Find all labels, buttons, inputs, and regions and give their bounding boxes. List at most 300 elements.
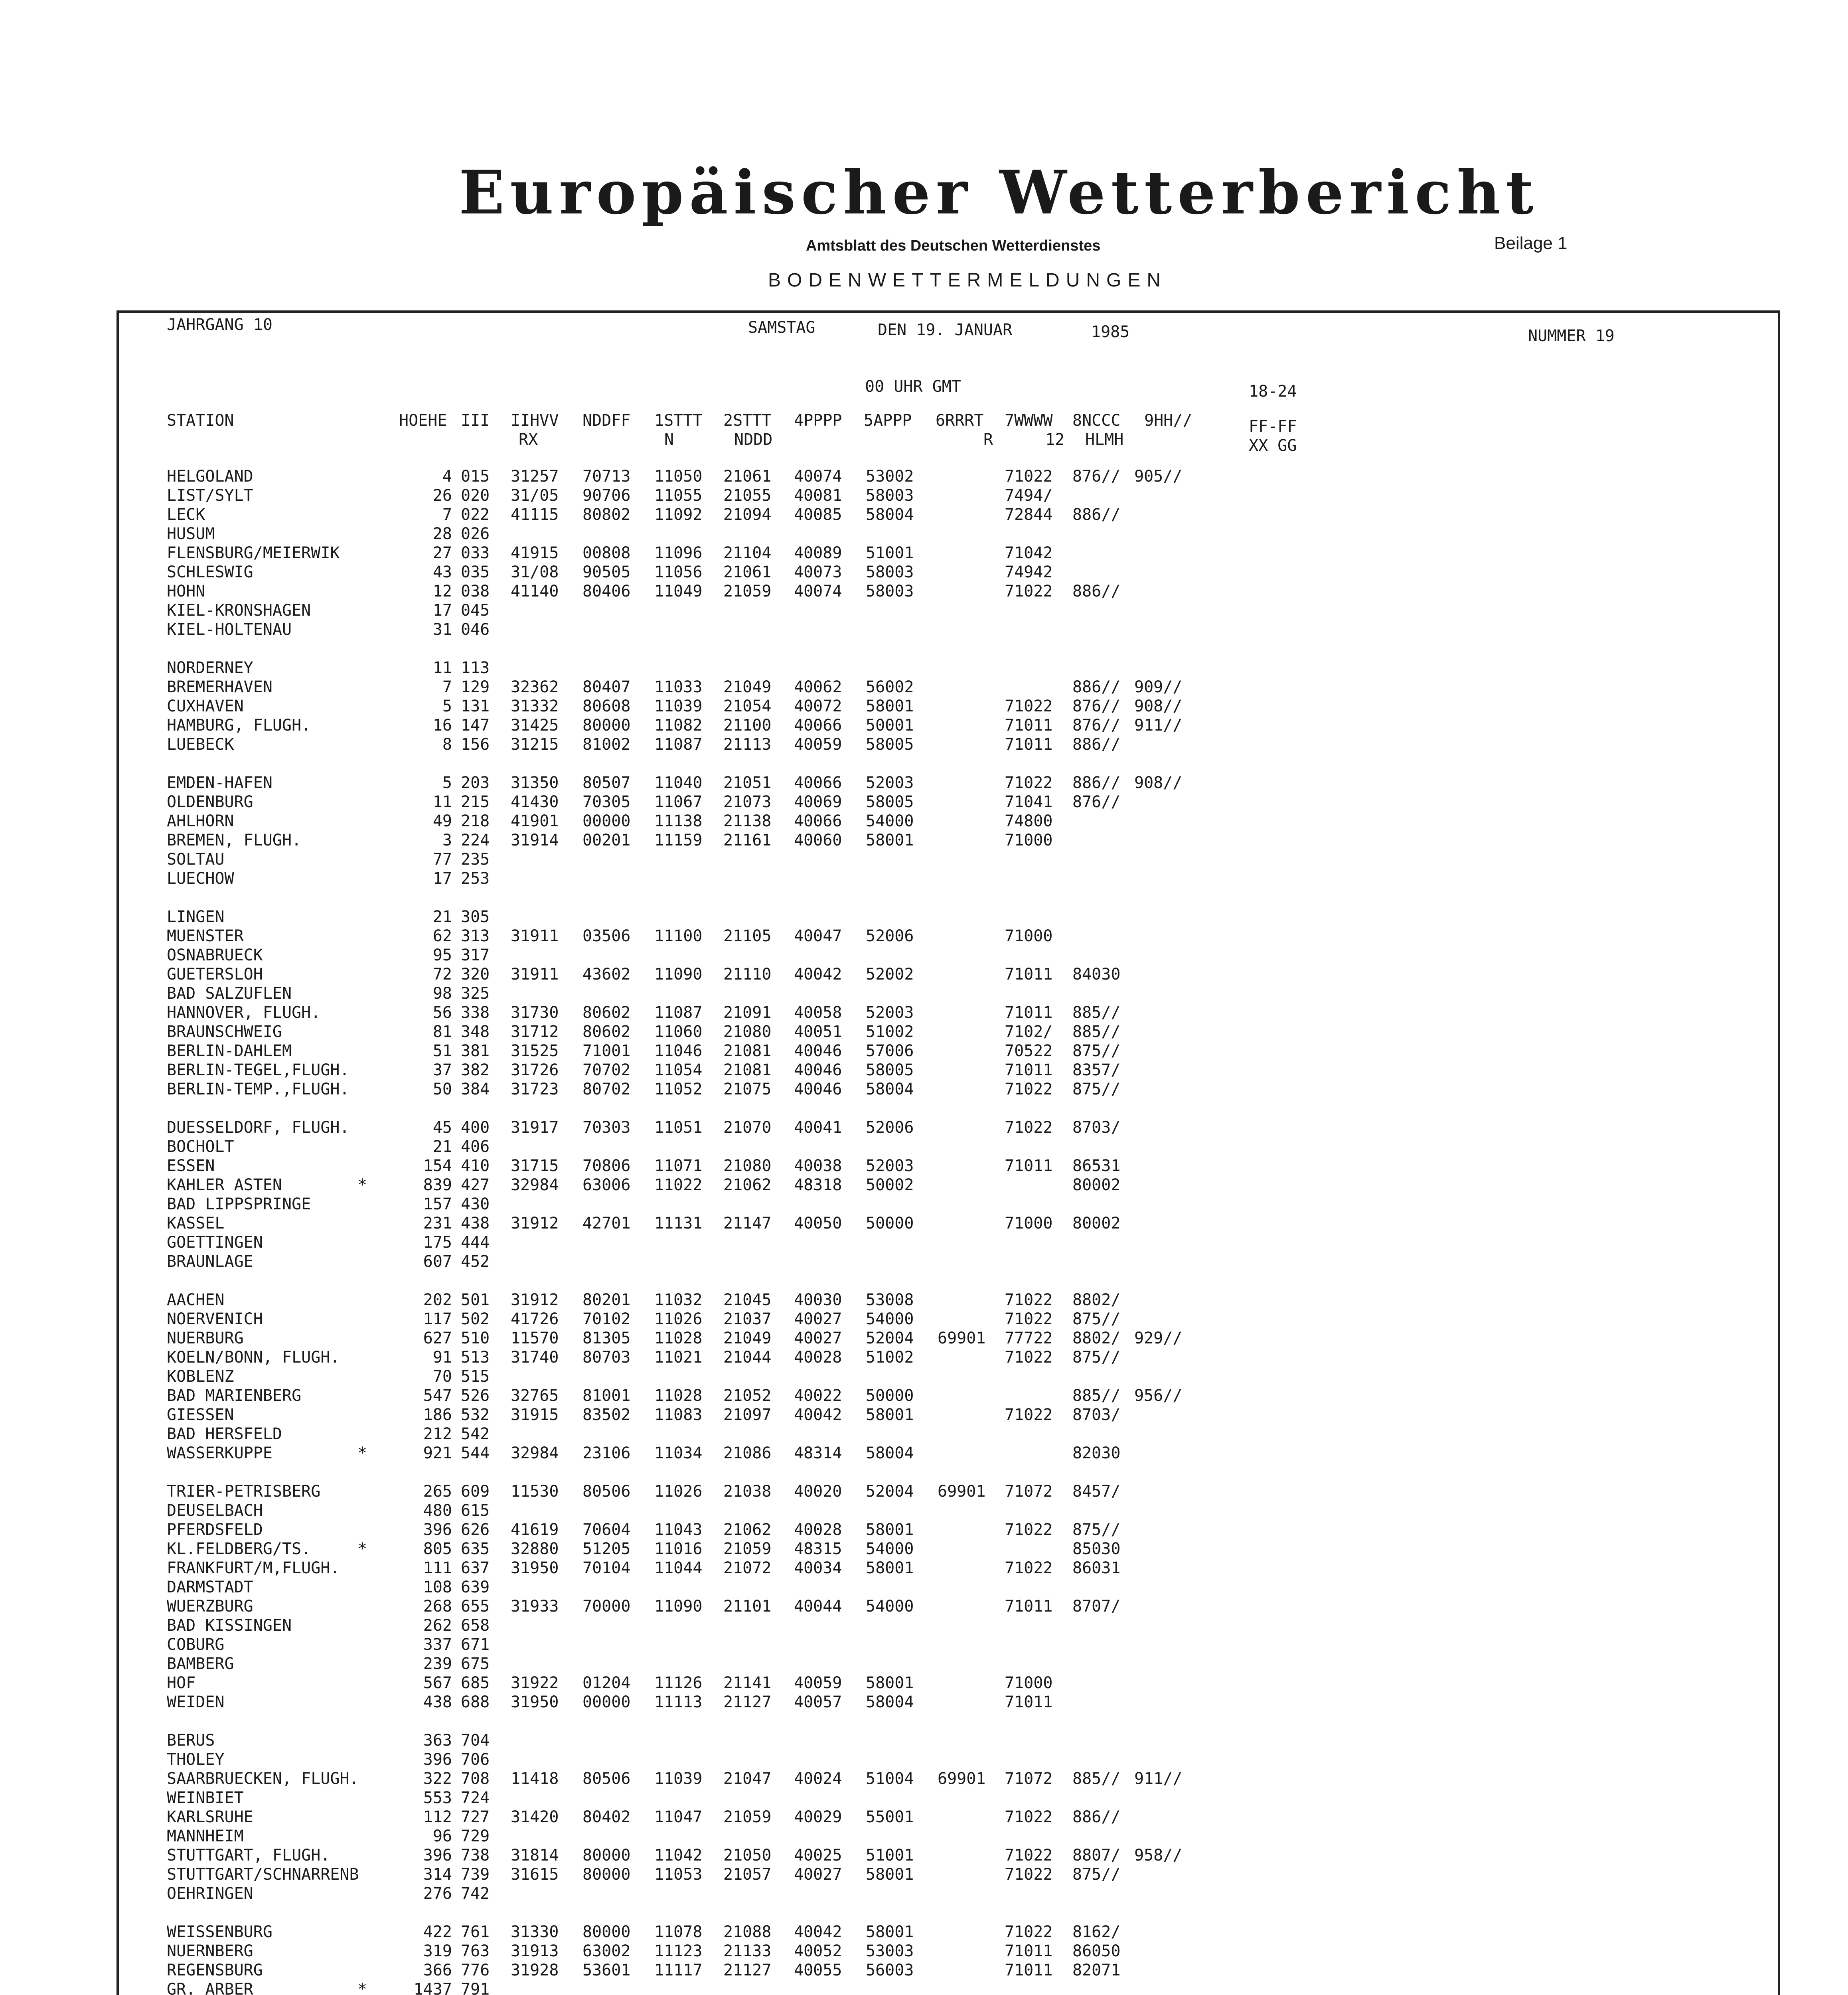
station-id: 020: [461, 486, 490, 505]
station-name: DARMSTADT: [167, 1578, 253, 1596]
station-name: WASSERKUPPE: [167, 1444, 272, 1462]
group-4: 21101: [723, 1597, 772, 1616]
group-2: 70806: [582, 1157, 631, 1175]
group-9: 875//: [1072, 1348, 1121, 1367]
group-6: 50000: [866, 1214, 914, 1233]
group-8: 71022: [1005, 697, 1053, 715]
station-name: BREMERHAVEN: [167, 678, 272, 696]
group-5: 40025: [794, 1846, 842, 1865]
station-height: 4: [442, 467, 452, 486]
group-4: 21061: [723, 467, 772, 486]
group-4: 21105: [723, 927, 772, 945]
group-5: 40062: [794, 678, 842, 696]
station-height: 314: [423, 1865, 452, 1884]
station-height: 8: [442, 735, 452, 754]
group-6: 58001: [866, 697, 914, 715]
station-id: 305: [461, 908, 490, 926]
period-label: 18-24: [1249, 382, 1297, 401]
station-height: 1437: [413, 1980, 452, 1995]
group-3: 11044: [654, 1559, 703, 1577]
group-2: 43602: [582, 965, 631, 984]
station-name: AHLHORN: [167, 812, 234, 830]
group-2: 70305: [582, 793, 631, 811]
group-9: 886//: [1072, 1808, 1121, 1826]
station-id: 639: [461, 1578, 490, 1596]
group-8: 71022: [1005, 1865, 1053, 1884]
group-1: 31911: [511, 927, 559, 945]
group-1: 31915: [511, 1406, 559, 1424]
group-1: 41901: [511, 812, 559, 830]
group-1: 31740: [511, 1348, 559, 1367]
station-id: 045: [461, 601, 490, 620]
station-name: BERLIN-TEGEL,FLUGH.: [167, 1061, 349, 1079]
group-1: 31/05: [511, 486, 559, 505]
group-9: 82071: [1072, 1961, 1121, 1979]
group-5: 40038: [794, 1157, 842, 1175]
group-3: 11055: [654, 486, 703, 505]
header-hoehe: HOEHE: [399, 411, 447, 430]
group-1: 32984: [511, 1176, 559, 1194]
station-id: 615: [461, 1501, 490, 1520]
group-2: 70102: [582, 1310, 631, 1328]
group-1: 31215: [511, 735, 559, 754]
group-3: 11100: [654, 927, 703, 945]
station-id: 761: [461, 1923, 490, 1941]
issue-number: NUMMER 19: [1528, 327, 1615, 345]
group-8: 7494/: [1005, 486, 1053, 505]
group-9: 85030: [1072, 1540, 1121, 1558]
station-height: 154: [423, 1157, 452, 1175]
group-8: 71022: [1005, 1118, 1053, 1137]
group-6: 52002: [866, 965, 914, 984]
group-2: 70000: [582, 1597, 631, 1616]
station-height: 17: [432, 601, 452, 620]
station-height: 396: [423, 1750, 452, 1769]
station-id: 513: [461, 1348, 490, 1367]
station-height: 547: [423, 1387, 452, 1405]
station-name: MANNHEIM: [167, 1827, 244, 1845]
group-1: 31420: [511, 1808, 559, 1826]
group-2: 01204: [582, 1674, 631, 1692]
station-id: 776: [461, 1961, 490, 1979]
group-1: 31914: [511, 831, 559, 849]
station-name: BAD LIPPSPRINGE: [167, 1195, 311, 1213]
group-3: 11056: [654, 563, 703, 581]
group-8: 71022: [1005, 1080, 1053, 1098]
group-10: 908//: [1134, 697, 1183, 715]
station-id: 147: [461, 716, 490, 735]
station-height: 96: [432, 1827, 452, 1845]
station-name: KARLSRUHE: [167, 1808, 253, 1826]
station-name: HUSUM: [167, 525, 215, 543]
station-height: 112: [423, 1808, 452, 1826]
group-3: 11126: [654, 1674, 703, 1692]
group-3: 11046: [654, 1042, 703, 1060]
station-id: 727: [461, 1808, 490, 1826]
group-2: 70702: [582, 1061, 631, 1079]
station-height: 108: [423, 1578, 452, 1596]
header-g7: 6RRRT: [936, 411, 984, 430]
group-10: 909//: [1134, 678, 1183, 696]
group-2: 81001: [582, 1387, 631, 1405]
group-6: 58004: [866, 1693, 914, 1711]
group-5: 40066: [794, 812, 842, 830]
station-height: 27: [432, 544, 452, 562]
group-8: 71041: [1005, 793, 1053, 811]
group-9: 876//: [1072, 716, 1121, 735]
group-6: 58001: [866, 1865, 914, 1884]
station-id: 253: [461, 869, 490, 888]
group-8: 71011: [1005, 965, 1053, 984]
group-5: 40074: [794, 582, 842, 600]
group-2: 80602: [582, 1003, 631, 1022]
station-name: HAMBURG, FLUGH.: [167, 716, 311, 735]
group-3: 11021: [654, 1348, 703, 1367]
group-9: 885//: [1072, 1770, 1121, 1788]
station-height: 157: [423, 1195, 452, 1213]
group-4: 21127: [723, 1693, 772, 1711]
group-6: 51004: [866, 1770, 914, 1788]
group-9: 8707/: [1072, 1597, 1121, 1616]
group-3: 11033: [654, 678, 703, 696]
station-id: 544: [461, 1444, 490, 1462]
header-g8-sub: 12: [1045, 431, 1065, 449]
station-height: 28: [432, 525, 452, 543]
group-4: 21059: [723, 1808, 772, 1826]
group-7: 69901: [938, 1770, 986, 1788]
station-id: 724: [461, 1789, 490, 1807]
group-4: 21045: [723, 1291, 772, 1309]
group-3: 11078: [654, 1923, 703, 1941]
group-6: 51002: [866, 1348, 914, 1367]
group-9: 876//: [1072, 697, 1121, 715]
station-id: 215: [461, 793, 490, 811]
group-3: 11138: [654, 812, 703, 830]
group-8: 71011: [1005, 1961, 1053, 1979]
station-name: HOF: [167, 1674, 196, 1692]
station-id: 015: [461, 467, 490, 486]
station-name: OLDENBURG: [167, 793, 253, 811]
mountain-station-marker: *: [357, 1540, 367, 1558]
group-9: 886//: [1072, 582, 1121, 600]
station-height: 31: [432, 620, 452, 639]
station-name: LUEBECK: [167, 735, 234, 754]
group-8: 71011: [1005, 1157, 1053, 1175]
group-1: 31726: [511, 1061, 559, 1079]
group-9: 885//: [1072, 1023, 1121, 1041]
group-1: 32984: [511, 1444, 559, 1462]
group-9: 8802/: [1072, 1329, 1121, 1347]
station-id: 708: [461, 1770, 490, 1788]
group-9: 876//: [1072, 467, 1121, 486]
group-9: 885//: [1072, 1387, 1121, 1405]
station-height: 111: [423, 1559, 452, 1577]
group-3: 11034: [654, 1444, 703, 1462]
group-6: 58004: [866, 1080, 914, 1098]
station-id: 542: [461, 1425, 490, 1443]
group-9: 886//: [1072, 735, 1121, 754]
group-2: 00000: [582, 1693, 631, 1711]
group-1: 31425: [511, 716, 559, 735]
group-6: 58001: [866, 831, 914, 849]
station-height: 50: [432, 1080, 452, 1098]
header-g11: FF-FF: [1249, 417, 1297, 436]
group-5: 40072: [794, 697, 842, 715]
station-name: KOBLENZ: [167, 1367, 234, 1386]
group-1: 31712: [511, 1023, 559, 1041]
group-5: 40022: [794, 1387, 842, 1405]
station-id: 131: [461, 697, 490, 715]
group-9: 8703/: [1072, 1118, 1121, 1137]
station-id: 430: [461, 1195, 490, 1213]
group-9: 84030: [1072, 965, 1121, 984]
group-3: 11131: [654, 1214, 703, 1233]
group-1: 31814: [511, 1846, 559, 1865]
group-1: 31933: [511, 1597, 559, 1616]
group-6: 52003: [866, 774, 914, 792]
station-id: 742: [461, 1884, 490, 1903]
group-4: 21038: [723, 1482, 772, 1501]
station-name: DUESSELDORF, FLUGH.: [167, 1118, 349, 1137]
group-2: 80000: [582, 1846, 631, 1865]
station-id: 384: [461, 1080, 490, 1098]
station-id: 235: [461, 850, 490, 869]
group-6: 54000: [866, 1597, 914, 1616]
station-name: FRANKFURT/M,FLUGH.: [167, 1559, 340, 1577]
group-1: 11418: [511, 1770, 559, 1788]
station-height: 319: [423, 1942, 452, 1960]
station-id: 739: [461, 1865, 490, 1884]
group-9: 886//: [1072, 678, 1121, 696]
group-2: 63006: [582, 1176, 631, 1194]
group-9: 86050: [1072, 1942, 1121, 1960]
station-height: 268: [423, 1597, 452, 1616]
group-3: 11028: [654, 1387, 703, 1405]
group-5: 40059: [794, 735, 842, 754]
group-4: 21070: [723, 1118, 772, 1137]
header-g3: 1STTT: [654, 411, 703, 430]
group-1: 41115: [511, 506, 559, 524]
group-1: 31950: [511, 1693, 559, 1711]
header-g3-sub: N: [664, 431, 674, 449]
station-id: 791: [461, 1980, 490, 1995]
group-2: 80802: [582, 506, 631, 524]
group-5: 40024: [794, 1770, 842, 1788]
group-5: 40044: [794, 1597, 842, 1616]
group-4: 21091: [723, 1003, 772, 1022]
group-8: 71022: [1005, 1808, 1053, 1826]
header-g4-sub: NDDD: [734, 431, 773, 449]
group-9: 8162/: [1072, 1923, 1121, 1941]
group-2: 42701: [582, 1214, 631, 1233]
group-2: 80608: [582, 697, 631, 715]
group-4: 21057: [723, 1865, 772, 1884]
station-name: WEISSENBURG: [167, 1923, 272, 1941]
station-name: LECK: [167, 506, 205, 524]
time-label: 00 UHR GMT: [865, 377, 961, 396]
station-name: BAD SALZUFLEN: [167, 984, 292, 1003]
station-name: STUTTGART/SCHNARRENB: [167, 1865, 359, 1884]
group-5: 40028: [794, 1348, 842, 1367]
group-10: 905//: [1134, 467, 1183, 486]
group-9: 875//: [1072, 1042, 1121, 1060]
station-name: NORDERNEY: [167, 659, 253, 677]
group-6: 56002: [866, 678, 914, 696]
station-name: OEHRINGEN: [167, 1884, 253, 1903]
group-2: 80406: [582, 582, 631, 600]
station-height: 607: [423, 1252, 452, 1271]
station-height: 37: [432, 1061, 452, 1079]
group-5: 40051: [794, 1023, 842, 1041]
group-5: 40073: [794, 563, 842, 581]
group-4: 21086: [723, 1444, 772, 1462]
station-name: OSNABRUECK: [167, 946, 263, 964]
group-6: 58001: [866, 1923, 914, 1941]
jahrgang-label: JAHRGANG 10: [167, 316, 272, 334]
group-2: 70303: [582, 1118, 631, 1137]
station-id: 026: [461, 525, 490, 543]
group-1: 31950: [511, 1559, 559, 1577]
group-5: 40028: [794, 1521, 842, 1539]
group-3: 11060: [654, 1023, 703, 1041]
group-1: 31/08: [511, 563, 559, 581]
group-1: 31350: [511, 774, 559, 792]
station-name: BRAUNLAGE: [167, 1252, 253, 1271]
header-station: STATION: [167, 411, 234, 430]
group-6: 58001: [866, 1674, 914, 1692]
group-5: 40059: [794, 1674, 842, 1692]
group-4: 21138: [723, 812, 772, 830]
group-10: 911//: [1134, 716, 1183, 735]
station-name: KIEL-HOLTENAU: [167, 620, 292, 639]
group-6: 58004: [866, 1444, 914, 1462]
group-9: 8457/: [1072, 1482, 1121, 1501]
group-5: 40060: [794, 831, 842, 849]
station-height: 77: [432, 850, 452, 869]
header-g2: NDDFF: [582, 411, 631, 430]
station-id: 502: [461, 1310, 490, 1328]
group-6: 54000: [866, 1540, 914, 1558]
group-8: 74800: [1005, 812, 1053, 830]
group-6: 53002: [866, 467, 914, 486]
group-4: 21054: [723, 697, 772, 715]
group-6: 54000: [866, 812, 914, 830]
station-name: BERLIN-DAHLEM: [167, 1042, 292, 1060]
station-id: 729: [461, 1827, 490, 1845]
group-1: 31525: [511, 1042, 559, 1060]
group-4: 21147: [723, 1214, 772, 1233]
station-name: KASSEL: [167, 1214, 225, 1233]
station-name: PFERDSFELD: [167, 1521, 263, 1539]
station-height: 21: [432, 1138, 452, 1156]
station-id: 129: [461, 678, 490, 696]
group-4: 21072: [723, 1559, 772, 1577]
group-3: 11050: [654, 467, 703, 486]
group-5: 40046: [794, 1080, 842, 1098]
station-id: 156: [461, 735, 490, 754]
group-2: 80201: [582, 1291, 631, 1309]
group-4: 21088: [723, 1923, 772, 1941]
group-4: 21075: [723, 1080, 772, 1098]
group-4: 21062: [723, 1176, 772, 1194]
group-9: 8802/: [1072, 1291, 1121, 1309]
group-2: 23106: [582, 1444, 631, 1462]
station-name: WUERZBURG: [167, 1597, 253, 1616]
station-id: 452: [461, 1252, 490, 1271]
station-name: ESSEN: [167, 1157, 215, 1175]
station-height: 7: [442, 506, 452, 524]
group-6: 58001: [866, 1521, 914, 1539]
group-1: 41915: [511, 544, 559, 562]
group-6: 58003: [866, 486, 914, 505]
station-height: 26: [432, 486, 452, 505]
station-id: 688: [461, 1693, 490, 1711]
group-5: 48314: [794, 1444, 842, 1462]
group-3: 11117: [654, 1961, 703, 1979]
station-name: WEINBIET: [167, 1789, 244, 1807]
group-8: 71022: [1005, 1559, 1053, 1577]
group-9: 876//: [1072, 793, 1121, 811]
group-6: 51001: [866, 1846, 914, 1865]
group-1: 31913: [511, 1942, 559, 1960]
group-4: 21094: [723, 506, 772, 524]
group-5: 40020: [794, 1482, 842, 1501]
header-g7-sub: R: [983, 431, 993, 449]
station-height: 11: [432, 659, 452, 677]
group-5: 40057: [794, 1693, 842, 1711]
group-8: 71022: [1005, 1923, 1053, 1941]
group-2: 80602: [582, 1023, 631, 1041]
station-name: DEUSELBACH: [167, 1501, 263, 1520]
station-height: 5: [442, 697, 452, 715]
group-1: 41619: [511, 1521, 559, 1539]
group-8: 72844: [1005, 506, 1053, 524]
group-8: 71072: [1005, 1770, 1053, 1788]
station-height: 553: [423, 1789, 452, 1807]
group-8: 7102/: [1005, 1023, 1053, 1041]
group-6: 52004: [866, 1329, 914, 1347]
group-5: 40058: [794, 1003, 842, 1022]
group-3: 11071: [654, 1157, 703, 1175]
group-2: 83502: [582, 1406, 631, 1424]
station-name: NUERNBERG: [167, 1942, 253, 1960]
station-id: 113: [461, 659, 490, 677]
group-8: 71072: [1005, 1482, 1053, 1501]
station-name: MUENSTER: [167, 927, 244, 945]
station-name: GR. ARBER: [167, 1980, 253, 1995]
group-3: 11082: [654, 716, 703, 735]
station-name: HELGOLAND: [167, 467, 253, 486]
station-name: REGENSBURG: [167, 1961, 263, 1979]
station-name: BERUS: [167, 1731, 215, 1750]
station-id: 046: [461, 620, 490, 639]
group-3: 11016: [654, 1540, 703, 1558]
group-5: 40089: [794, 544, 842, 562]
station-height: 17: [432, 869, 452, 888]
station-height: 805: [423, 1540, 452, 1558]
group-2: 80402: [582, 1808, 631, 1826]
group-5: 40042: [794, 1923, 842, 1941]
group-3: 11032: [654, 1291, 703, 1309]
group-10: 911//: [1134, 1770, 1183, 1788]
publication-subtitle: Amtsblatt des Deutschen Wetterdienstes: [806, 237, 1101, 254]
group-7: 69901: [938, 1329, 986, 1347]
group-4: 21080: [723, 1023, 772, 1041]
group-5: 40047: [794, 927, 842, 945]
group-3: 11043: [654, 1521, 703, 1539]
group-6: 58003: [866, 582, 914, 600]
station-name: BAD HERSFELD: [167, 1425, 282, 1443]
